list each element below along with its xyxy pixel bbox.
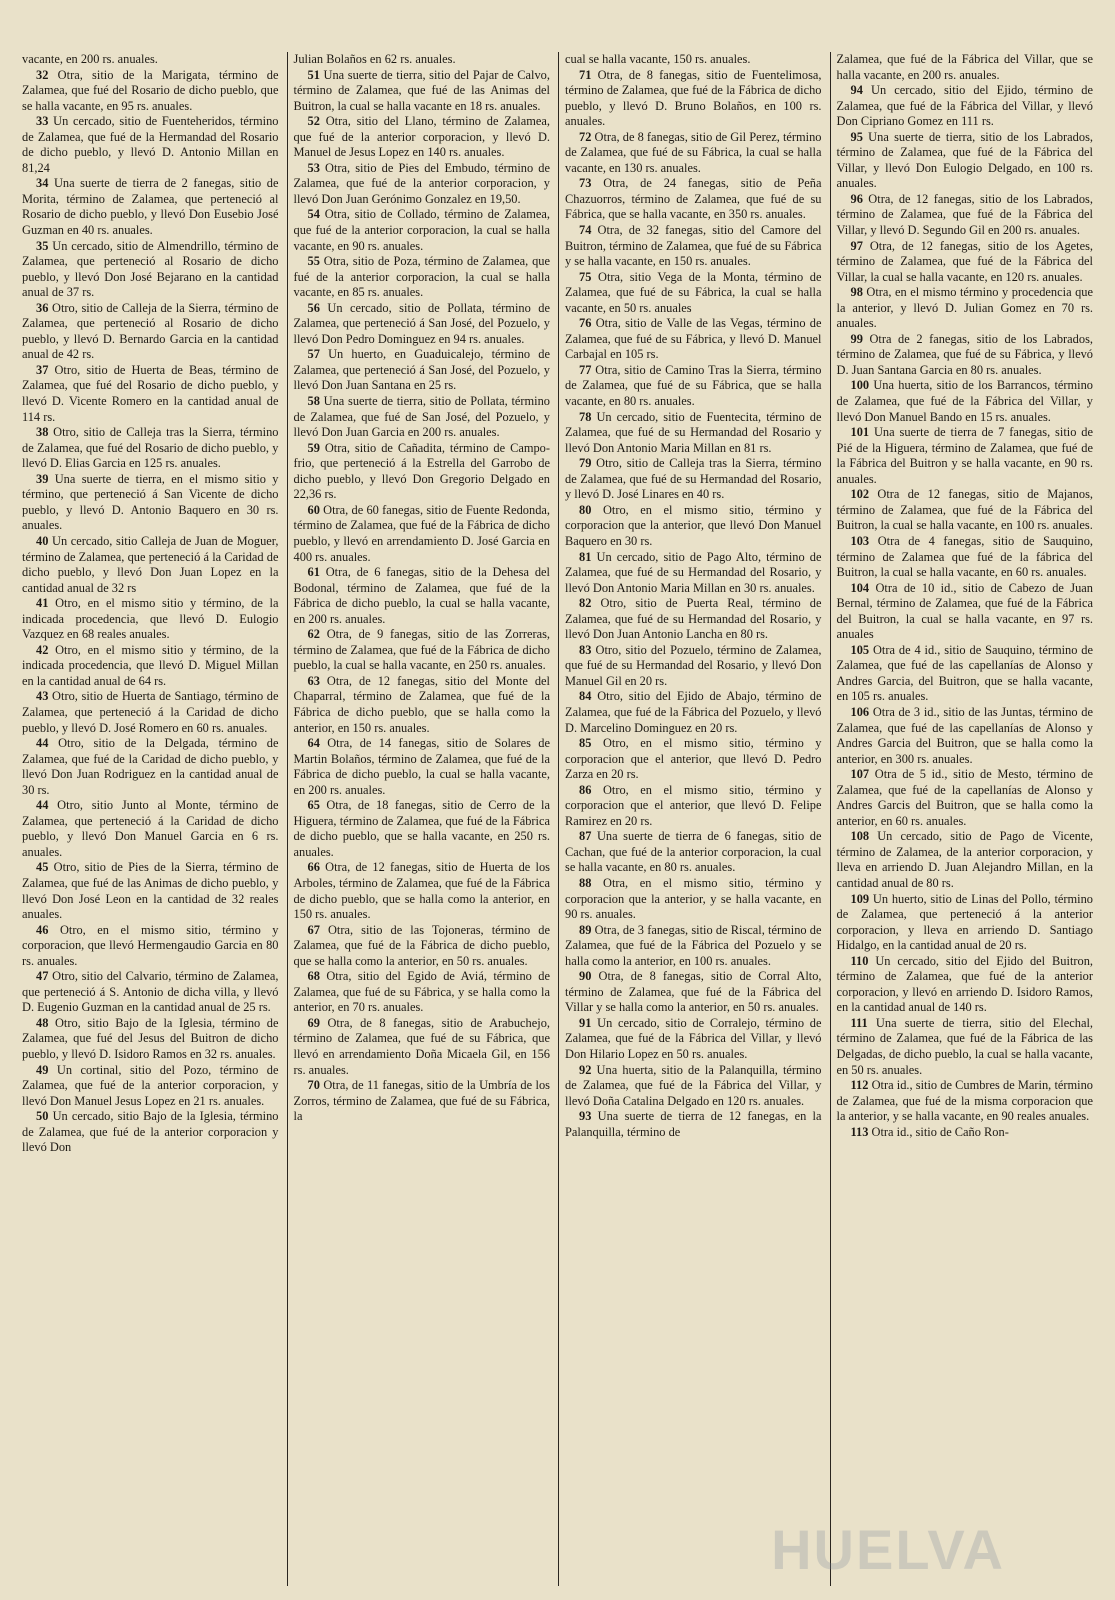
record-number: 103 <box>850 533 870 548</box>
record-number: 70 <box>307 1078 320 1093</box>
record-entry <box>565 410 822 457</box>
record-text: Otro, sitio de Huerta de Santiago, término de Zalamea, que perteneció á la Caridad de dicho pueblo, y llevó D. José Romero en 60 rs. anuales. <box>22 689 279 735</box>
record-text: Julian Bolaños en 62 rs. anuales. <box>293 52 456 66</box>
record-entry <box>294 798 551 860</box>
record-text: Otra id., sitio de Cumbres de Marin, término de Zalamea, que fué de la misma corporacion que la anterior, y se halla vacante, en 90 reales anuales. <box>836 1078 1093 1124</box>
record-text: Otra, sitio de Cañadita, término de Campo-frio, que perteneció á la Estrella del Garrobo de dicho pueblo, y llevó Don Gregorio Delgado en 22,36 rs. <box>293 440 550 502</box>
record-text: Una suerte de tierra, sitio del Elechal, término de Zalamea, que fué de la Fábrica de las Delgadas, de dicho pueblo, la cual se halla vacante, en 50 rs. anuales. <box>836 1015 1093 1077</box>
record-entry <box>837 534 1094 581</box>
record-text: Otra de 12 fanegas, sitio de Majanos, término de Zalamea, que fué de la Fábrica del Buitron, la cual se halla vacante, en 100 rs. anuales. <box>836 487 1093 533</box>
record-text: Otro, sitio de Pies de la Sierra, término de Zalamea, que fué de las Animas de dicho pueblo, y llevó Don José Leon en la cantidad de 32 reales anuales. <box>22 860 279 922</box>
record-number: 52 <box>307 114 320 129</box>
record-number: 75 <box>579 269 592 284</box>
record-entry <box>294 52 551 68</box>
record-number: 93 <box>579 1109 592 1124</box>
record-number: 72 <box>579 129 592 144</box>
record-text: Un huerto, sitio de Linas del Pollo, término de Zalamea, que perteneció á la anterior corporacion, y lleva en arriendo D. Santiago Hidalgo, en la cantidad anual de 20 rs. <box>836 891 1093 953</box>
record-text: Otra, sitio del Egido de Aviá, término de Zalamea, que fué de su Fábrica, y se halla como la anterior, en 70 rs. anuales. <box>293 969 550 1015</box>
record-number: 86 <box>579 782 592 797</box>
record-entry <box>22 425 279 472</box>
record-number: 55 <box>307 254 320 269</box>
record-number: 41 <box>36 596 49 611</box>
record-entry <box>294 254 551 301</box>
record-number: 90 <box>579 969 592 984</box>
record-number: 99 <box>850 331 863 346</box>
record-entry <box>294 347 551 394</box>
record-text: Un cercado, sitio de Almendrillo, término de Zalamea, que perteneció al Rosario de dicho pueblo, y llevó Don José Bejarano en la cantidad anual de 37 rs. <box>22 238 279 300</box>
record-entry <box>837 892 1094 954</box>
record-text: Otra, sitio de la Marigata, término de Zalamea, que fué del Rosario de dicho pueblo, que se halla vacante, en 95 rs. anuales. <box>22 67 279 113</box>
record-text: Una suerte de tierra de 7 fanegas, sitio de Pié de la Higuera, término de Zalamea, que fué de la Fábrica del Buitron y se halla vacante, en 90 rs. anuales. <box>836 425 1093 486</box>
record-text: cual se halla vacante, 150 rs. anuales. <box>565 52 751 66</box>
record-entry <box>294 301 551 348</box>
record-number: 96 <box>850 191 863 206</box>
record-text: Una suerte de tierra, sitio de Pollata, término de Zalamea, que fué de San José, del Pozuelo, y llevó Don Juan Garcia en 200 rs. anuales. <box>293 394 550 440</box>
document-page <box>16 52 1101 1586</box>
record-number: 111 <box>850 1015 868 1030</box>
record-text: Otra, de 8 fanegas, sitio de Gil Perez, término de Zalamea, que fué de su Fábrica, la cual se halla vacante, en 130 rs. anuales. <box>565 129 822 175</box>
record-text: Otra de 10 id., sitio de Cabezo de Juan Bernal, término de Zalamea, que fué de la Fábrica del Buitron, la cual se halla vacante, en 97 rs. anuales <box>836 580 1093 642</box>
record-number: 36 <box>36 300 49 315</box>
record-text: Otro, en el mismo sitio, término y corporacion que el anterior, que llevó D. Felipe Ramirez en 20 rs. <box>565 782 822 828</box>
record-entry <box>22 860 279 922</box>
record-text: Otra, de 12 fanegas, sitio de Huerta de los Arboles, término de Zalamea, que fué de la Fábrica de dicho pueblo, que se halla como la anterior, en 150 rs. anuales. <box>293 860 550 922</box>
record-number: 74 <box>579 223 592 238</box>
record-entry <box>837 239 1094 286</box>
record-entry <box>294 161 551 208</box>
record-entry <box>565 503 822 550</box>
record-entry <box>837 767 1094 829</box>
record-entry <box>22 68 279 115</box>
record-entry <box>294 114 551 161</box>
record-text: Otra, sitio de Poza, término de Zalamea, que fué de la anterior corporacion, la cual se halla vacante, en 85 rs. anuales. <box>293 254 551 300</box>
record-text: Un cercado, sitio del Ejido del Buitron, término de Zalamea, que fué de la anterior corporacion, y llevó en arriendo D. Isidoro Ramos, en la cantidad anual de 140 rs. <box>836 953 1093 1015</box>
record-text: Otra, de 6 fanegas, sitio de la Dehesa del Bodonal, término de Zalamea, que fué de la Fábrica de dicho pueblo, la cual se halla vacante, en 200 rs. anuales. <box>293 565 550 626</box>
record-entry <box>22 534 279 596</box>
record-number: 50 <box>36 1109 49 1124</box>
record-number: 47 <box>36 969 49 984</box>
record-number: 45 <box>36 860 49 875</box>
record-number: 53 <box>307 160 320 175</box>
record-entry <box>565 969 822 1016</box>
record-number: 113 <box>850 1124 869 1139</box>
record-number: 42 <box>36 642 49 657</box>
record-number: 68 <box>307 969 320 984</box>
record-number: 46 <box>36 922 49 937</box>
text-column-3 <box>559 52 831 1586</box>
record-text: Un huerto, en Guaduicalejo, término de Zalamea, que perteneció á San José, del Pozuelo, y llevó Don Juan Santana en 25 rs. <box>293 347 550 393</box>
record-number: 78 <box>579 409 592 424</box>
record-text: Una suerte de tierra, sitio de los Labrados, término de Zalamea, que fué de la Fábrica del Villar, y llevó Don Eulogio Delgado, en 100 rs. anuales. <box>836 129 1093 191</box>
record-entry <box>22 1109 279 1156</box>
record-entry <box>22 301 279 363</box>
record-entry <box>294 969 551 1016</box>
record-text: Otro, sitio del Calvario, término de Zalamea, que perteneció á S. Antonio de dicha villa, y llevó D. Eugenio Guzman en la cantidad anual de 25 rs. <box>22 969 279 1015</box>
record-number: 80 <box>579 502 592 517</box>
record-text: Otro, sitio Bajo de la Iglesia, término de Zalamea, que fué del Jesus del Buitron de dicho pueblo, y llevó D. Isidoro Ramos en 32 rs. anuales. <box>22 1015 279 1061</box>
record-entry <box>565 923 822 970</box>
record-text: Otra, sitio de Pies del Embudo, término de Zalamea, que fué de la anterior corporacion, y llevó Don Juan Gerónimo Gonzalez en 19,50. <box>293 160 550 206</box>
record-number: 40 <box>36 533 49 548</box>
record-number: 34 <box>36 176 49 191</box>
record-entry <box>565 270 822 317</box>
record-number: 101 <box>850 425 870 440</box>
text-column-2 <box>288 52 560 1586</box>
record-entry <box>837 1016 1094 1078</box>
record-text: Otra, de 60 fanegas, sitio de Fuente Redonda, término de Zalamea, que fué de la Fábrica de dicho pueblo, y llevó en arrendamiento D. José Garcia en 400 rs. anuales. <box>293 502 550 564</box>
record-text: Otra, sitio del Llano, término de Zalamea, que fué de la anterior corporacion, y llevó D. Manuel de Jesus Lopez en 140 rs. anuales. <box>293 114 550 160</box>
record-text: Otra de 4 id., sitio de Sauquino, término de Zalamea, que fué de las capellanías de Alonso y Andres Garcia, del Buitron, que se halla vacante, en 105 rs. anuales. <box>836 642 1093 704</box>
record-number: 81 <box>579 549 592 564</box>
record-entry <box>22 596 279 643</box>
record-entry <box>565 550 822 597</box>
record-entry <box>22 969 279 1016</box>
record-number: 44 <box>36 798 49 813</box>
record-number: 95 <box>850 129 863 144</box>
record-text: Otra, de 14 fanegas, sitio de Solares de Martin Bolaños, término de Zalamea, que fué de la Fábrica de dicho pueblo, la cual se halla vacante, en 200 rs. anuales. <box>293 736 550 797</box>
record-entry <box>294 441 551 503</box>
record-text: Otro, sitio de Calleja tras la Sierra, término de Zalamea, que fué de su Hermandad del Rosario, y llevó D. José Linares en 40 rs. <box>565 456 822 502</box>
record-number: 102 <box>850 487 870 502</box>
record-entry <box>294 68 551 115</box>
record-text: Un cercado, sitio de Pago de Vicente, término de Zalamea, de la anterior corporacion, y lleva en arriendo D. Juan Alejandro Millan, en la cantidad anual de 80 rs. <box>836 829 1093 890</box>
record-number: 82 <box>579 596 592 611</box>
record-entry <box>565 643 822 690</box>
record-entry <box>837 285 1094 332</box>
record-number: 57 <box>307 347 320 362</box>
record-number: 91 <box>579 1015 592 1030</box>
record-number: 105 <box>850 642 870 657</box>
record-entry <box>837 705 1094 767</box>
record-entry <box>294 503 551 565</box>
record-text: Otra, de 8 fanegas, sitio de Corral Alto, término de Zalamea, que fué de la Fábrica del Villar y se halla como la anterior, en 50 rs. anuales. <box>565 969 822 1015</box>
record-entry <box>837 1125 1094 1141</box>
record-number: 94 <box>850 83 863 98</box>
record-number: 83 <box>579 642 592 657</box>
record-text: Un cortinal, sitio del Pozo, término de Zalamea, que fué de la anterior corporacion, y llevó Don Manuel Jesus Lopez en 21 rs. anuales. <box>22 1062 279 1108</box>
record-text: Otra, sitio de Collado, término de Zalamea, que fué de la anterior corporacion, la cual se halla vacante, en 90 rs. anuales. <box>293 207 550 253</box>
record-number: 87 <box>579 829 592 844</box>
record-entry <box>565 596 822 643</box>
record-text: Otra, sitio de las Tojoneras, término de Zalamea, que fué de la Fábrica de dicho pueblo, que se halla como la anterior, en 50 rs. anuales. <box>293 922 550 968</box>
record-text: Una suerte de tierra de 2 fanegas, sitio de Morita, término de Zalamea, que perteneció al Rosario de dicho pueblo, y llevó Don Eusebio José Guzman en 40 rs. anuales. <box>22 176 279 238</box>
record-entry <box>22 176 279 238</box>
record-text: Un cercado, sitio del Ejido, término de Zalamea, que fué de la Fábrica del Villar, y llevó Don Cipriano Gomez en 111 rs. <box>836 83 1093 129</box>
record-entry <box>22 798 279 860</box>
record-entry <box>22 363 279 425</box>
record-text: Otra, de 3 fanegas, sitio de Riscal, término de Zalamea, que fué de la Fábrica del Pozuelo y se halla como la anterior, en 100 rs. anuales. <box>565 922 822 968</box>
record-number: 84 <box>579 689 592 704</box>
record-entry <box>22 643 279 690</box>
record-text: Otra de 5 id., sitio de Mesto, término de Zalamea, que fué de la capellanías de Alonso y Andres Garcis del Buitron, que se halla como la anterior, en 60 rs. anuales. <box>836 767 1093 828</box>
record-entry <box>294 394 551 441</box>
record-text: Otra, en el mismo término y procedencia que la anterior, y llevó D. Julian Gomez en 70 rs. anuales. <box>836 285 1093 331</box>
record-text: Otra, de 9 fanegas, sitio de las Zorreras, término de Zalamea, que fué de la Fábrica de dicho pueblo, la cual se halla vacante, en 250 rs. anuales. <box>293 627 550 673</box>
watermark-logo: HUELVA <box>771 1518 1005 1581</box>
record-number: 110 <box>850 953 869 968</box>
record-entry <box>837 643 1094 705</box>
record-number: 67 <box>307 922 320 937</box>
record-text: Una huerta, sitio de la Palanquilla, término de Zalamea, que fué de la Fábrica del Villar, y llevó Doña Catalina Delgado en 120 rs. anuales. <box>565 1062 822 1108</box>
record-text: Una suerte de tierra de 6 fanegas, sitio de Cachan, que fué de la anterior corporacion, la cual se halla vacante, en 80 rs. anuales. <box>565 829 822 875</box>
record-text: Otro, en el mismo sitio y término, de la indicada procedencia, que llevó D. Eulogio Vazquez en 68 reales anuales. <box>22 596 279 642</box>
record-text: Una huerta, sitio de los Barrancos, término de Zalamea, que fué de la Fábrica del Villar, y llevó Don Manuel Bando en 15 rs. anuales. <box>836 378 1093 424</box>
record-entry <box>837 954 1094 1016</box>
record-entry <box>294 923 551 970</box>
record-entry <box>565 456 822 503</box>
record-number: 39 <box>36 471 49 486</box>
record-number: 65 <box>307 798 320 813</box>
record-number: 73 <box>579 176 592 191</box>
record-number: 89 <box>579 922 592 937</box>
record-entry <box>565 223 822 270</box>
record-number: 56 <box>307 300 320 315</box>
record-entry <box>565 1063 822 1110</box>
record-text: vacante, en 200 rs. anuales. <box>22 52 158 66</box>
record-entry <box>837 192 1094 239</box>
text-column-4 <box>831 52 1102 1586</box>
record-entry <box>294 207 551 254</box>
record-number: 108 <box>850 829 870 844</box>
record-text: Otra de 4 fanegas, sitio de Sauquino, término de Zalamea que fué de la fábrica del Buitron, la cual se halla vacante, en 60 rs. anuales. <box>836 533 1093 580</box>
record-entry <box>294 627 551 674</box>
record-text: Otro, en el mismo sitio, término y corporacion que el anterior, que llevó D. Pedro Zarza en 20 rs. <box>565 736 822 782</box>
record-text: Otra, de 18 fanegas, sitio de Cerro de la Higuera, término de Zalamea, que fué de la Fábrica de dicho pueblo, que se halla vacante, en 250 rs. anuales. <box>293 798 550 859</box>
record-entry <box>22 52 279 68</box>
record-entry <box>22 1016 279 1063</box>
record-text: Otra de 3 id., sitio de las Juntas, término de Zalamea, que fué de las capellanías de Alonso y Andres Garcia del Buitron, que se halla como la anterior, en 300 rs. anuales. <box>836 704 1093 766</box>
record-text: Otra, en el mismo sitio, término y corporacion que la anterior, y se halla vacante, en 90 rs. anuales. <box>565 875 822 922</box>
record-text: Otra, sitio de Camino Tras la Sierra, término de Zalamea, que fué de su Fábrica, que se halla vacante, en 80 rs. anuales. <box>565 362 822 409</box>
record-number: 49 <box>36 1062 49 1077</box>
record-number: 109 <box>850 891 870 906</box>
record-text: Un cercado, sitio de Fuentecita, término de Zalamea, que fué de su Hermandad del Rosario y llevó Don Antonio Maria Millan en 81 rs. <box>565 409 822 455</box>
record-entry <box>837 425 1094 487</box>
record-entry <box>565 52 822 68</box>
record-text: Otra, de 12 fanegas, sitio de los Agetes, término de Zalamea, que fué de la Fábrica del Villar, la cual se halla vacante, en 120 rs. anuales. <box>836 238 1093 284</box>
record-text: Otro, en el mismo sitio, término y corporacion, que llevó Hermengaudio Garcia en 80 rs. anuales. <box>22 922 279 968</box>
record-number: 44 <box>36 736 49 751</box>
record-number: 63 <box>307 673 320 688</box>
record-text: Otra, de 12 fanegas, sitio del Monte del Chaparral, término de Zalamea, que fué de la Fábrica de dicho pueblo, que se halla como la anterior, en 150 rs. anuales. <box>293 673 550 735</box>
record-entry <box>837 829 1094 891</box>
record-entry <box>837 130 1094 192</box>
record-number: 48 <box>36 1015 49 1030</box>
record-text: Otro, sitio Junto al Monte, término de Zalamea, que perteneció á la Caridad de dicho pueblo, y llevó Don Manuel Garcia en 6 rs. anuales. <box>22 798 279 859</box>
record-text: Otra de 2 fanegas, sitio de los Labrados, término de Zalamea, que fué de su Fábrica, y llevó D. Juan Santana Garcia en 80 rs. anuales. <box>836 331 1093 377</box>
record-number: 76 <box>579 316 592 331</box>
record-number: 100 <box>850 378 870 393</box>
record-entry <box>565 1109 822 1140</box>
record-text: Otra, de 8 fanegas, sitio de Arabuchejo, término de Zalamea, que fué de su Fábrica, que llevó en arrendamiento Doña Micaela Gil, en 156 rs. anuales. <box>293 1015 550 1077</box>
record-entry <box>837 378 1094 425</box>
record-entry <box>294 674 551 736</box>
record-number: 54 <box>307 207 320 222</box>
record-text: Otro, sitio de Calleja tras la Sierra, término de Zalamea, que fué del Rosario de dicho pueblo, y llevó D. Elias Garcia en 125 rs. anuales. <box>22 425 279 471</box>
record-number: 88 <box>579 875 592 890</box>
record-number: 98 <box>850 285 863 300</box>
record-entry <box>565 316 822 363</box>
record-text: Una suerte de tierra, en el mismo sitio y término, que perteneció á San Vicente de dicho pueblo, y llevó D. Antonio Baquero en 30 rs. anuales. <box>22 471 279 533</box>
record-entry <box>294 1016 551 1078</box>
record-entry <box>22 1063 279 1110</box>
record-number: 97 <box>850 238 863 253</box>
record-text: Otra, sitio Vega de la Monta, término de Zalamea, que fué de su Fábrica, la cual se halla vacante, en 50 rs. anuales <box>565 269 822 315</box>
record-entry <box>837 332 1094 379</box>
record-entry <box>565 363 822 410</box>
record-number: 71 <box>579 67 592 82</box>
text-column-1 <box>16 52 288 1586</box>
record-entry <box>565 176 822 223</box>
record-number: 51 <box>307 67 320 82</box>
record-text: Una suerte de tierra de 12 fanegas, en la Palanquilla, término de <box>565 1109 822 1139</box>
record-text: Zalamea, que fué de la Fábrica del Villar, que se halla vacante, en 200 rs. anuales. <box>836 52 1093 82</box>
record-entry <box>837 1078 1094 1125</box>
record-number: 69 <box>307 1015 320 1030</box>
record-entry <box>565 829 822 876</box>
record-entry <box>22 689 279 736</box>
record-number: 35 <box>36 238 49 253</box>
record-text: Un cercado, sitio Bajo de la Iglesia, término de Zalamea, que fué de la anterior corporacion y llevó Don <box>22 1109 279 1155</box>
record-text: Otro, sitio de Calleja de la Sierra, término de Zalamea, que perteneció al Rosario de dicho pueblo, y llevó D. Bernardo Garcia en la cantidad anual de 42 rs. <box>22 300 279 362</box>
record-number: 37 <box>36 362 49 377</box>
record-text: Otra, de 11 fanegas, sitio de la Umbría de los Zorros, término de Zalamea, que fué de su Fábrica, la <box>293 1078 550 1124</box>
record-text: Otro, sitio de Huerta de Beas, término de Zalamea, que fué del Rosario de dicho pueblo, y llevó D. Vicente Romero en la cantidad anual de 114 rs. <box>22 362 279 424</box>
record-number: 85 <box>579 736 592 751</box>
record-number: 106 <box>850 704 870 719</box>
record-number: 38 <box>36 425 49 440</box>
record-number: 62 <box>307 627 320 642</box>
record-entry <box>22 923 279 970</box>
record-entry <box>294 1078 551 1125</box>
record-text: Otra id., sitio de Caño Ron- <box>871 1124 1009 1139</box>
record-text: Un cercado, sitio de Fuenteheridos, término de Zalamea, que fué de la Hermandad del Rosario de dicho pueblo, y llevó D. Antonio Millan en 81,24 <box>22 114 279 175</box>
record-text: Un cercado, sitio de Pago Alto, término de Zalamea, que fué de su Hermandad del Rosario, y llevó Don Antonio Maria Millan en 30 rs. anuales. <box>565 549 822 595</box>
record-number: 61 <box>307 565 320 580</box>
record-entry <box>22 239 279 301</box>
record-text: Otro, sitio de Puerta Real, término de Zalamea, que fué de su Hermandad del Rosario, y llevó Don Juan Antonio Lancha en 80 rs. <box>565 596 822 642</box>
record-number: 60 <box>307 502 320 517</box>
record-entry <box>837 83 1094 130</box>
record-entry <box>294 860 551 922</box>
record-text: Otro, en el mismo sitio, término y corporacion que la anterior, que llevó Don Manuel Baquero en 30 rs. <box>565 502 822 548</box>
record-number: 77 <box>579 362 592 377</box>
record-text: Un cercado, sitio Calleja de Juan de Moguer, término de Zalamea, que perteneció á la Caridad de dicho pueblo, y llevó Don Juan Lopez en la cantidad anual de 32 rs <box>22 533 279 595</box>
record-text: Una suerte de tierra, sitio del Pajar de Calvo, término de Zalamea, que fué de las Animas del Buitron, la cual se halla vacante en 18 rs. anuales. <box>293 67 550 113</box>
record-text: Otra, de 32 fanegas, sitio del Camore del Buitron, término de Zalamea, que fué de su Fábrica y se halla vacante, en 150 rs. anuales. <box>565 223 822 269</box>
record-text: Otro, en el mismo sitio y término, de la indicada procedencia, que llevó D. Miguel Millan en la cantidad anual de 64 rs. <box>22 642 279 688</box>
record-entry <box>294 736 551 798</box>
record-entry <box>22 472 279 534</box>
record-text: Otra, de 24 fanegas, sitio de Peña Chazuorros, término de Zalamea, que fué de su Fábrica, que se halla vacante, en 350 rs. anuales. <box>565 176 822 222</box>
record-number: 64 <box>307 736 320 751</box>
record-text: Otro, sitio de la Delgada, término de Zalamea, que fué de la Caridad de dicho pueblo, y llevó Don Juan Rodriguez en la cantidad anual de 30 rs. <box>22 736 279 797</box>
record-entry <box>294 565 551 627</box>
record-number: 92 <box>579 1062 592 1077</box>
record-entry <box>22 114 279 176</box>
record-number: 43 <box>36 689 49 704</box>
record-entry <box>837 581 1094 643</box>
record-entry <box>565 689 822 736</box>
record-number: 59 <box>307 440 320 455</box>
record-entry <box>565 783 822 830</box>
record-text: Otro, sitio del Ejido de Abajo, término de Zalamea, que fué de la Fábrica del Pozuelo, y llevó D. Marcelino Dominguez en 20 rs. <box>565 689 822 735</box>
record-entry <box>22 736 279 798</box>
record-number: 58 <box>307 394 320 409</box>
record-number: 32 <box>36 67 49 82</box>
record-number: 104 <box>850 580 870 595</box>
record-text: Otra, de 12 fanegas, sitio de los Labrados, término de Zalamea, que fué de la Fábrica del Villar, y llevó D. Segundo Gil en 200 rs. anuales. <box>836 191 1093 238</box>
record-text: Un cercado, sitio de Pollata, término de Zalamea, que perteneció á San José, del Pozuelo, y llevó Don Pedro Dominguez en 94 rs. anuales. <box>293 300 550 346</box>
record-number: 66 <box>307 860 320 875</box>
record-text: Otra, sitio de Valle de las Vegas, término de Zalamea, que fué de su Fábrica, y llevó D. Manuel Carbajal en 105 rs. <box>565 316 822 362</box>
record-entry <box>565 1016 822 1063</box>
record-entry <box>837 487 1094 534</box>
record-entry <box>837 52 1094 83</box>
record-number: 107 <box>850 767 870 782</box>
record-number: 112 <box>850 1078 869 1093</box>
record-entry <box>565 876 822 923</box>
record-number: 33 <box>36 114 49 129</box>
record-text: Otra, de 8 fanegas, sitio de Fuentelimosa, término de Zalamea, que fué de la Fábrica de dicho pueblo, y llevó D. Bruno Bolaños, en 100 rs. anuales. <box>565 67 822 129</box>
record-text: Otro, sitio del Pozuelo, término de Zalamea, que fué de su Hermandad del Rosario, y llevó Don Manuel Gil en 20 rs. <box>565 642 822 688</box>
record-number: 79 <box>579 456 592 471</box>
record-entry <box>565 68 822 130</box>
record-entry <box>565 130 822 177</box>
record-text: Un cercado, sitio de Corralejo, término de Zalamea, que fué de la Fábrica del Villar, y llevó Don Hilario Lopez en 50 rs. anuales. <box>565 1015 822 1061</box>
record-entry <box>565 736 822 783</box>
